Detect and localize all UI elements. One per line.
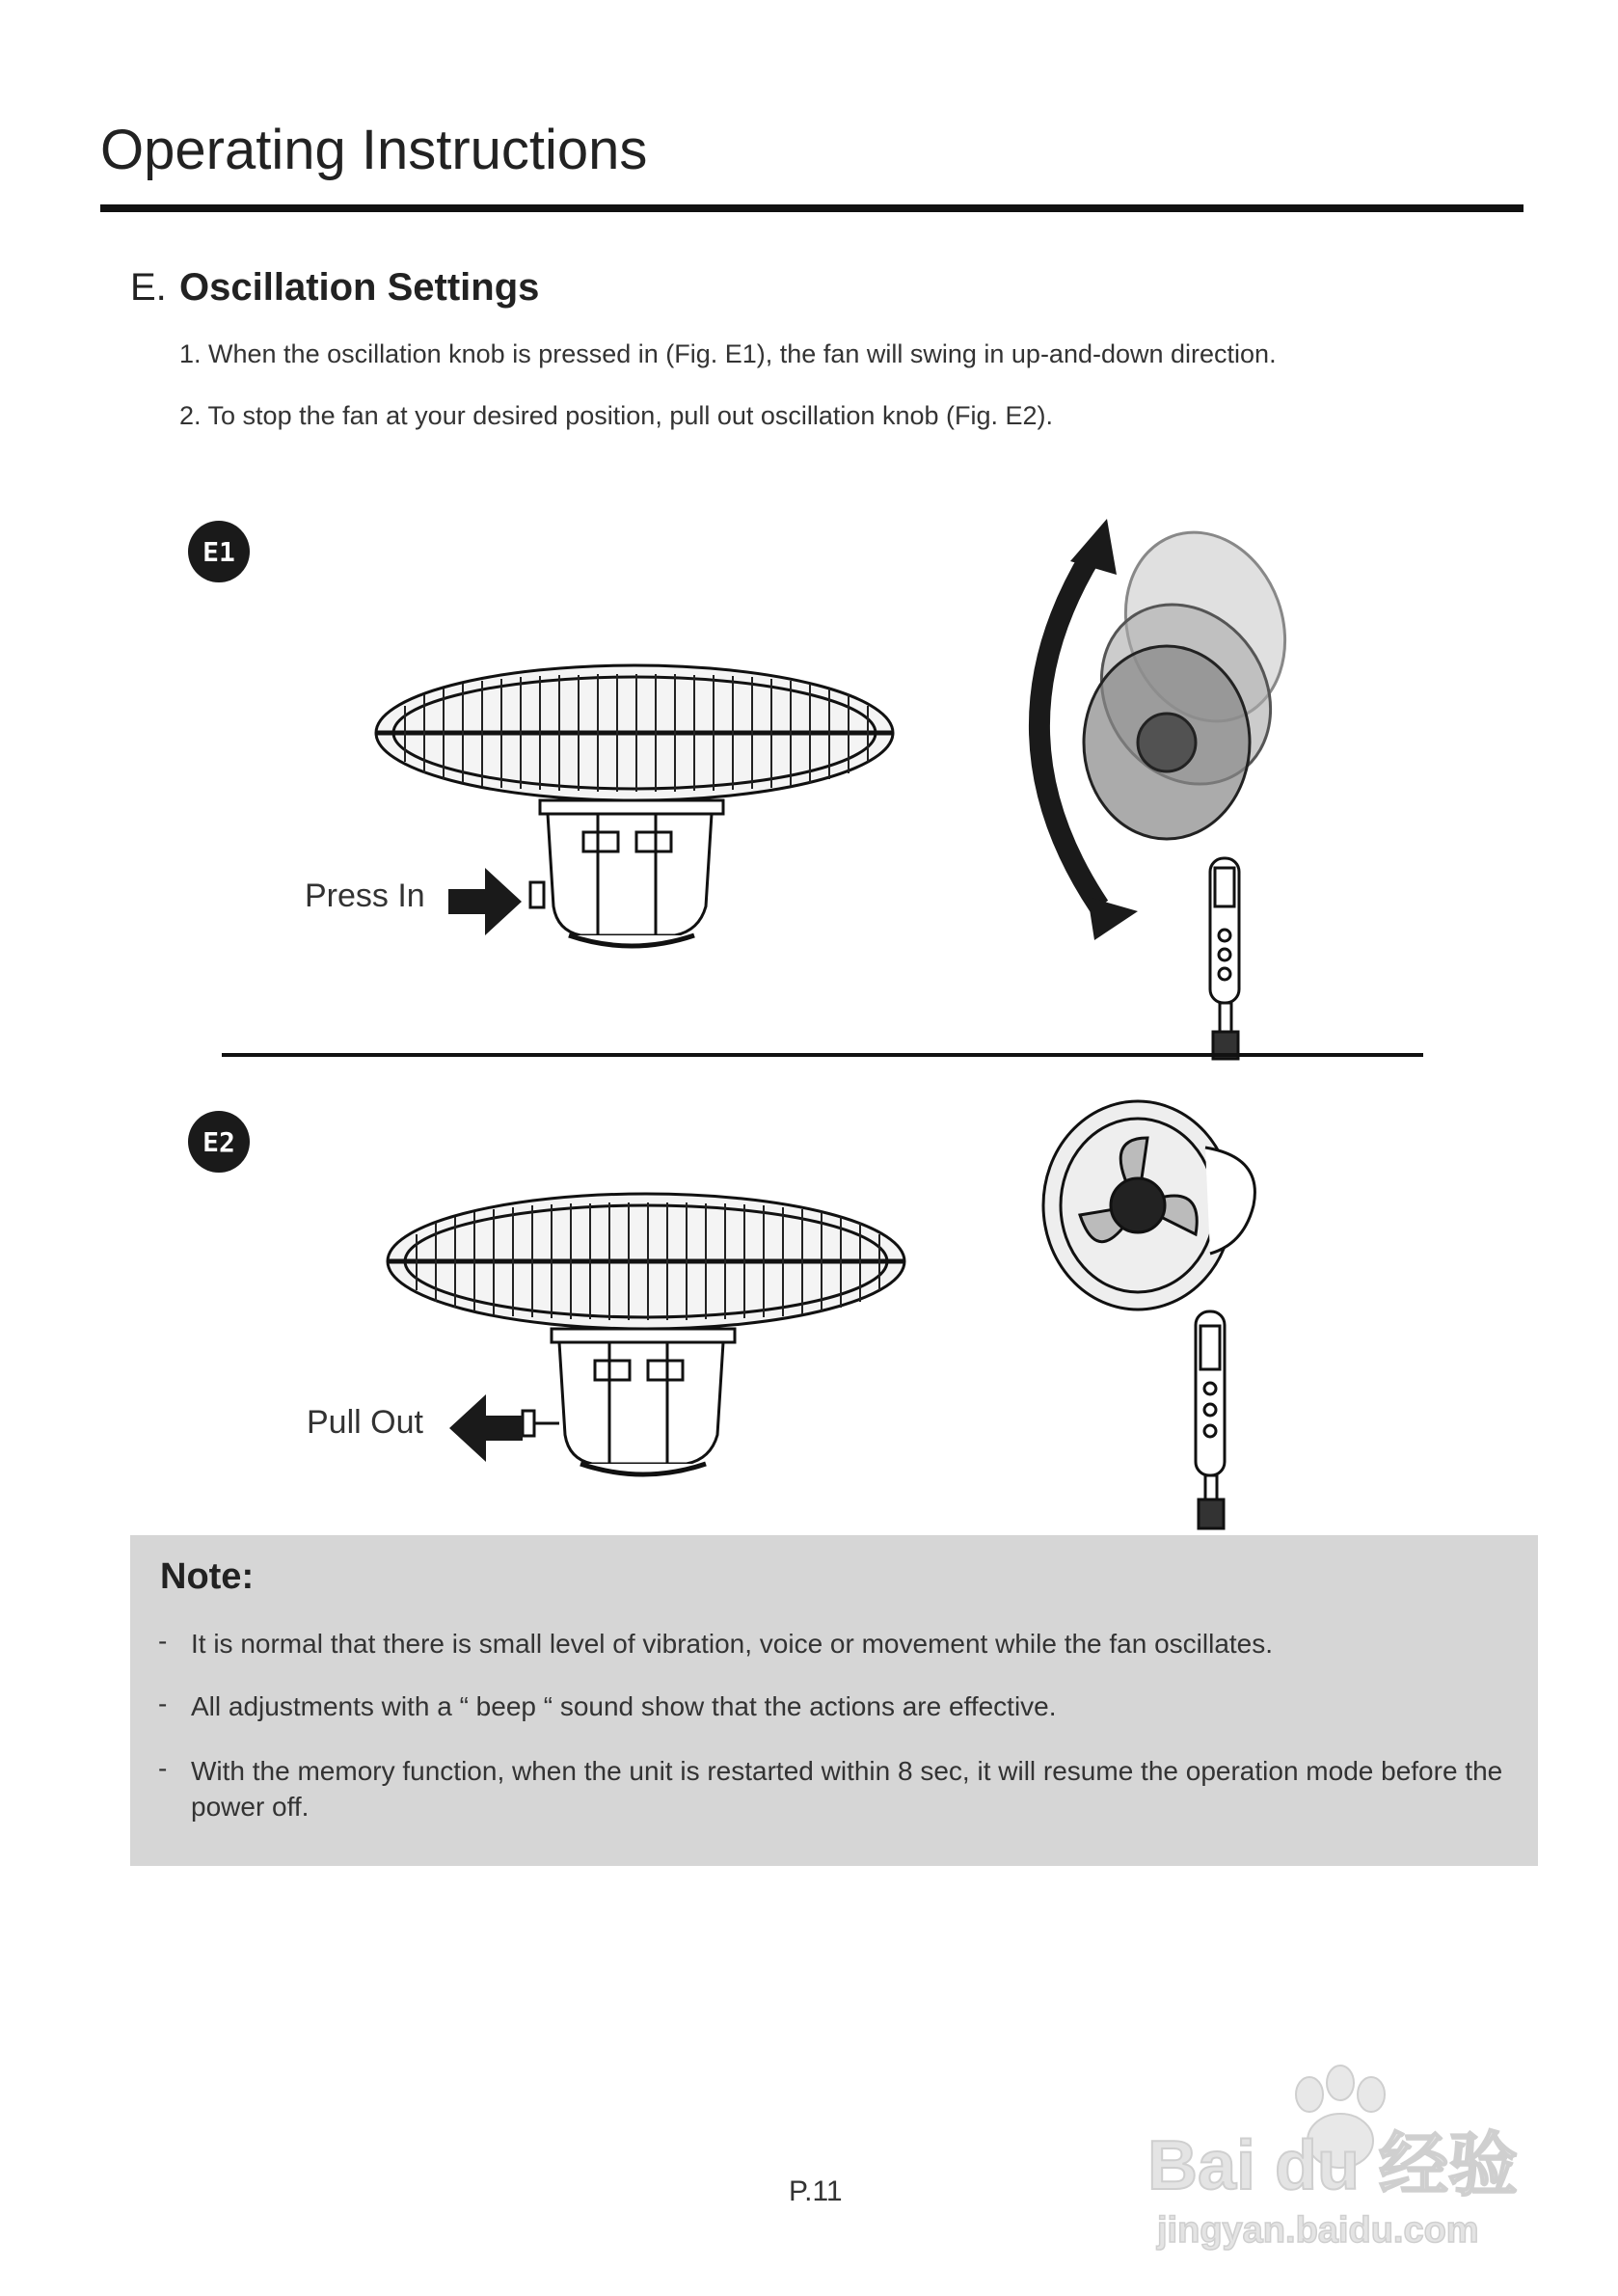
press-in-label: Press In: [305, 878, 425, 914]
figure-divider: [222, 1053, 1423, 1057]
note-item-2: All adjustments with a “ beep “ sound show that the actions are effective.: [191, 1691, 1057, 1721]
note-dash-3: -: [158, 1753, 168, 1783]
note-title: Note:: [160, 1556, 255, 1597]
title-rule: [100, 204, 1524, 212]
page-number: P.11: [789, 2175, 843, 2207]
press-in-arrow-icon: [448, 868, 526, 935]
baidu-jingyan-watermark: [1138, 2044, 1543, 2266]
section-letter: E.: [130, 266, 167, 309]
watermark-brand-text: Bai du 经验: [1147, 2127, 1519, 2204]
watermark-url-text: jingyan.baidu.com: [1157, 2210, 1479, 2251]
page-title: Operating Instructions: [100, 119, 648, 181]
note-item-3: With the memory function, when the unit is restarted within 8 sec, it will resume the operation mode before the power off.: [191, 1756, 1503, 1822]
figure-badge-e1: E1: [188, 521, 250, 582]
note-item-1: It is normal that there is small level of vibration, voice or movement while the fan oscillates.: [191, 1629, 1274, 1659]
section-title: Oscillation Settings: [179, 266, 540, 309]
figure-badge-e2: E2: [188, 1111, 250, 1173]
step-2: 2. To stop the fan at your desired position, pull out oscillation knob (Fig. E2).: [179, 401, 1054, 430]
note-dash-1: -: [158, 1626, 168, 1656]
pull-out-label: Pull Out: [307, 1404, 423, 1441]
stationary-fan-side-view: [1041, 1099, 1292, 1533]
step-1: 1. When the oscillation knob is pressed in (Fig. E1), the fan will swing in up-and-down direction.: [179, 339, 1277, 368]
fan-head-top-view-e1: [366, 656, 906, 964]
note-dash-2: -: [158, 1688, 168, 1718]
oscillating-fan-side-view: [1003, 501, 1311, 1061]
pull-out-arrow-icon: [445, 1394, 523, 1462]
